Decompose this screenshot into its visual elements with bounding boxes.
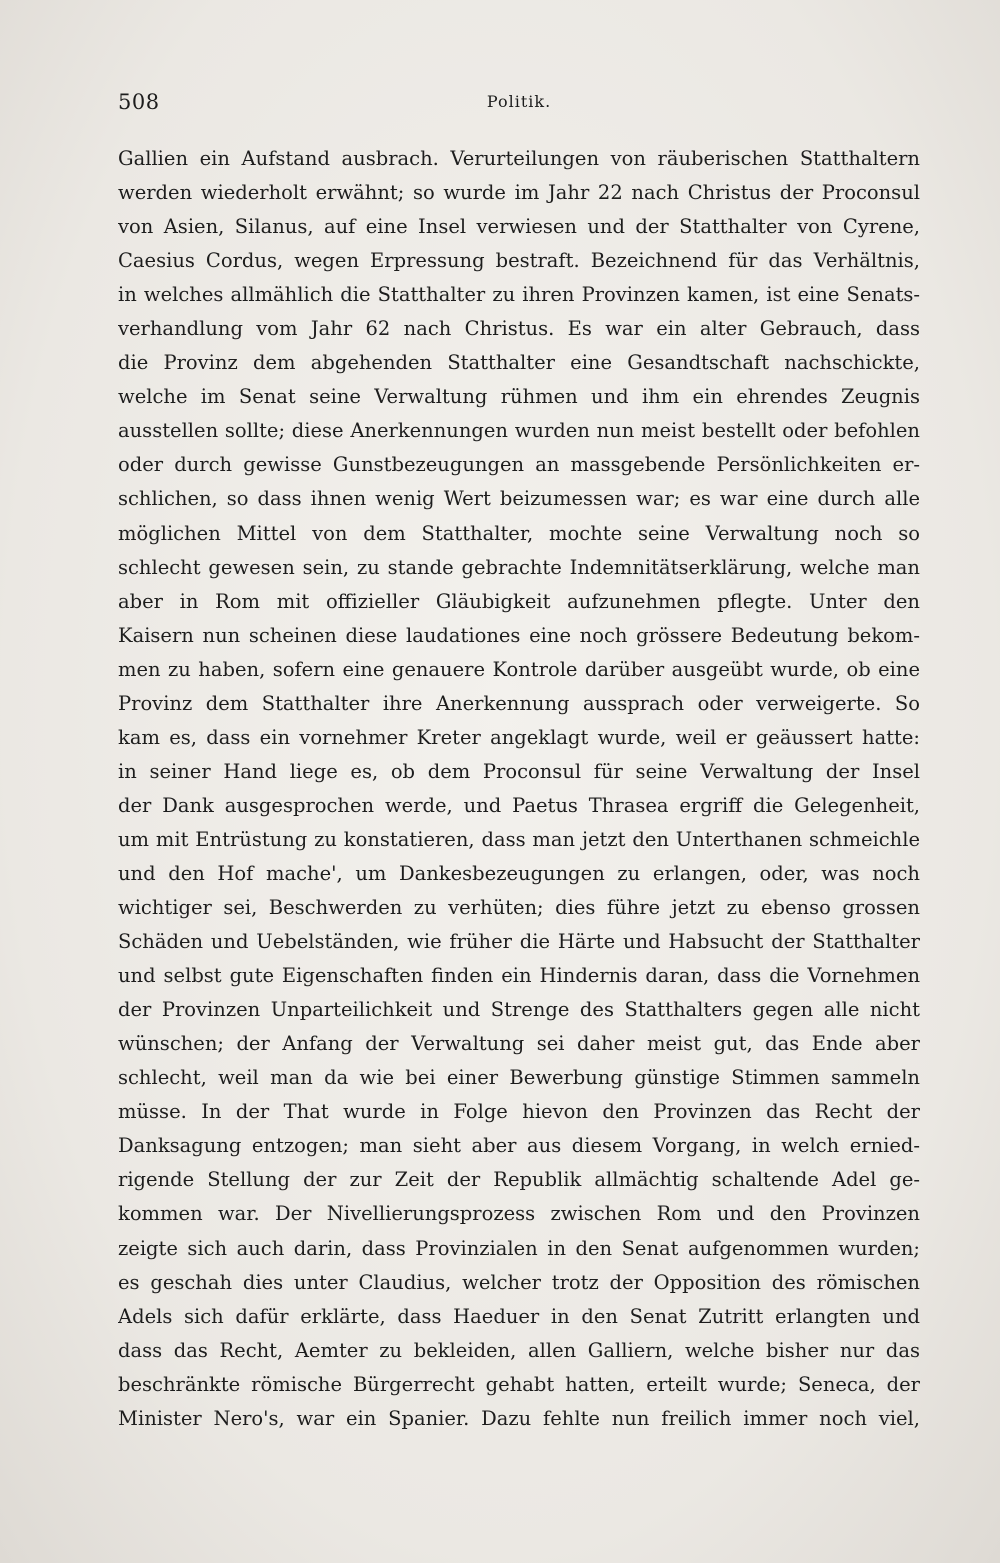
text-line: um mit Entrüstung zu konstatieren, dass man jetzt den Unterthanen schmeichle (118, 827, 920, 851)
text-line: dass das Recht, Aemter zu bekleiden, allen Galliern, welche bisher nur das (118, 1338, 920, 1362)
text-line: wichtiger sei, Beschwerden zu verhüten; dies führe jetzt zu ebenso grossen (118, 896, 920, 920)
text-line: Adels sich dafür erklärte, dass Haeduer in den Senat Zutritt erlangten und (118, 1304, 920, 1328)
text-line: Danksagung entzogen; man sieht aber aus diesem Vorgang, in welch ernied- (118, 1134, 920, 1158)
text-line: Schäden und Uebelständen, wie früher die Härte und Habsucht der Statthalter (118, 930, 920, 954)
text-line: werden wiederholt erwähnt; so wurde im Jahr 22 nach Christus der Proconsul (118, 181, 920, 205)
text-line: zeigte sich auch darin, dass Provinzialen in den Senat aufgenommen wurden; (118, 1236, 920, 1260)
text-line: und selbst gute Eigenschaften finden ein Hindernis daran, dass die Vornehmen (118, 964, 920, 988)
text-line: möglichen Mittel von dem Statthalter, mochte seine Verwaltung noch so (118, 521, 920, 545)
text-line: welche im Senat seine Verwaltung rühmen und ihm ein ehrendes Zeugnis (118, 385, 920, 409)
text-line: in welches allmählich die Statthalter zu ihren Provinzen kamen, ist eine Senats- (118, 283, 920, 307)
text-line: Kaisern nun scheinen diese laudationes eine noch grössere Bedeutung bekom- (118, 623, 920, 647)
text-line: kam es, dass ein vornehmer Kreter angeklagt wurde, weil er geäussert hatte: (118, 725, 920, 749)
running-head: Politik. (486, 92, 552, 111)
text-line: in seiner Hand liege es, ob dem Proconsul für seine Verwaltung der Insel (118, 759, 920, 783)
text-line: oder durch gewisse Gunstbezeugungen an massgebende Persönlichkeiten er- (118, 453, 920, 477)
text-line: der Dank ausgesprochen werde, und Paetus Thrasea ergriff die Gelegenheit, (118, 793, 920, 817)
text-line: schlecht, weil man da wie bei einer Bewerbung günstige Stimmen sammeln (118, 1066, 920, 1090)
text-line: ausstellen sollte; diese Anerkennungen wurden nun meist bestellt oder befohlen (118, 419, 920, 443)
text-line: kommen war. Der Nivellierungsprozess zwischen Rom und den Provinzen (118, 1202, 920, 1226)
text-line: die Provinz dem abgehenden Statthalter eine Gesandtschaft nachschickte, (118, 351, 920, 375)
text-line: verhandlung vom Jahr 62 nach Christus. Es war ein alter Gebrauch, dass (118, 317, 920, 341)
text-line: Minister Nero's, war ein Spanier. Dazu fehlte nun freilich immer noch viel, (118, 1406, 920, 1430)
text-line: Provinz dem Statthalter ihre Anerkennung aussprach oder verweigerte. So (118, 691, 920, 715)
text-line: beschränkte römische Bürgerrecht gehabt hatten, erteilt wurde; Seneca, der (118, 1372, 920, 1396)
text-line: Caesius Cordus, wegen Erpressung bestraft. Bezeichnend für das Verhältnis, (118, 249, 920, 273)
text-line: müsse. In der That wurde in Folge hievon den Provinzen das Recht der (118, 1100, 920, 1124)
page-header (118, 90, 920, 116)
text-line: aber in Rom mit offizieller Gläubigkeit aufzunehmen pflegte. Unter den (118, 589, 920, 613)
text-line: Gallien ein Aufstand ausbrach. Verurteilungen von räuberischen Statthaltern (118, 147, 920, 170)
text-line: von Asien, Silanus, auf eine Insel verwiesen und der Statthalter von Cyrene, (118, 215, 920, 239)
text-line: rigende Stellung der zur Zeit der Republik allmächtig schaltende Adel ge- (118, 1168, 920, 1192)
text-line: es geschah dies unter Claudius, welcher trotz der Opposition des römischen (118, 1270, 920, 1294)
text-line: schlichen, so dass ihnen wenig Wert beizumessen war; es war eine durch alle (118, 487, 920, 511)
text-line: und den Hof mache', um Dankesbezeugungen zu erlangen, oder, was noch (118, 861, 920, 885)
body-text (118, 142, 920, 1436)
page-number: 508 (118, 90, 160, 114)
text-line: der Provinzen Unparteilichkeit und Strenge des Statthalters gegen alle nicht (118, 998, 920, 1022)
text-line: men zu haben, sofern eine genauere Kontrole darüber ausgeübt wurde, ob eine (118, 657, 920, 681)
text-line: wünschen; der Anfang der Verwaltung sei daher meist gut, das Ende aber (118, 1032, 920, 1056)
text-line: schlecht gewesen sein, zu stande gebrachte Indemnitätserklärung, welche man (118, 555, 920, 579)
